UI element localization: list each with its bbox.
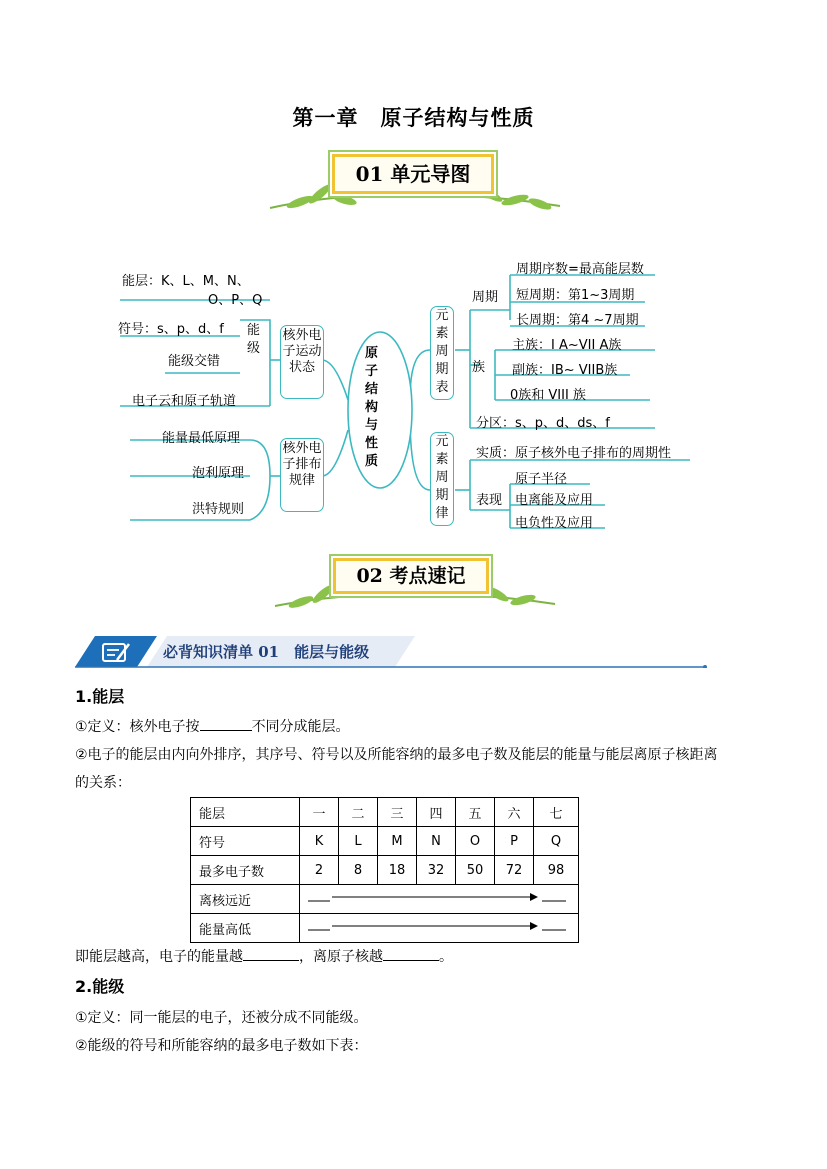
mm-center: 原子结构与性质 [365, 346, 379, 469]
mm-fenqu: 分区：s、p、d、ds、f [476, 416, 610, 431]
banner-keypoints [265, 556, 565, 620]
page-title: 第一章 原子结构与性质 [292, 105, 535, 130]
heading-nengji: 2.能级 [75, 977, 125, 996]
mm-biaoxian-item-2: 电负性及应用 [515, 516, 594, 531]
mm-biaoxian-item-0: 原子半径 [515, 472, 568, 487]
mm-zhouqi-item-2: 长周期：第4 ~7周期 [516, 313, 639, 328]
banner-mindmap [260, 150, 570, 222]
mm-box-arrangement: 核外电子排布规律 [280, 438, 324, 512]
mm-zu: 族 [472, 360, 486, 375]
distance-arrow [300, 885, 579, 914]
paragraph-definition: ①定义：核外电子按 不同分成能层。 [75, 719, 350, 735]
right-arrow-icon [304, 916, 574, 936]
mind-map [110, 250, 710, 530]
mm-box-motion-state: 核外电子运动状态 [280, 325, 324, 399]
table-row: 最多电子数 2 8 18 32 50 72 98 [191, 856, 579, 885]
mm-zhouqi: 周期 [472, 290, 499, 305]
mm-shizhi: 实质：原子核外电子排布的周期性 [476, 446, 672, 461]
mm-box-periodic-law: 元素周期律 [430, 432, 454, 526]
banner-keypoints-title: 02 考点速记 [333, 558, 489, 594]
table-row: 符号 K L M N O P Q [191, 827, 579, 856]
energy-arrow [300, 914, 579, 943]
mm-biaoxian-item-1: 电离能及应用 [515, 493, 594, 508]
section-title: 必背知识清单 01 能层与能级 [163, 643, 370, 661]
paragraph-nengji-definition: ①定义：同一能层的电子，还被分成不同能级。 [75, 1010, 368, 1026]
notebook-pen-icon [103, 644, 129, 662]
mm-yuanli2: 泡利原理 [192, 466, 245, 481]
mm-zu-item-1: 副族：IB~ VIIB族 [512, 363, 618, 378]
right-arrow-icon [304, 887, 574, 907]
mm-yuanli1: 能量最低原理 [162, 431, 241, 446]
mm-zhouqi-item-1: 短周期：第1~3周期 [516, 288, 635, 303]
mm-zu-item-2: 0族和 VIII 族 [510, 388, 586, 403]
mm-yuanli3: 洪特规则 [192, 502, 245, 517]
table-row: 能量高低 [191, 914, 579, 943]
mm-zu-item-0: 主族：I A~VII A族 [512, 338, 622, 353]
mm-zhouqi-item-0: 周期序数=最高能层数 [516, 262, 644, 277]
heading-nengceng: 1.能层 [75, 687, 125, 706]
paragraph-order: ②电子的能层由内向外排序，其序号、符号以及所能容纳的最多电子数及能层的能量与能层离原子核距离 [75, 747, 718, 763]
mm-energy-level: 能级 [247, 323, 261, 356]
paragraph-relation: 的关系： [75, 775, 131, 791]
blank-3 [383, 960, 439, 961]
paragraph-conclusion: 即能层越高，电子的能量越 ，离原子核越 。 [75, 949, 453, 965]
mm-nengceng-line1: 能层：K、L、M、N、 [122, 274, 250, 289]
energy-level-table [190, 797, 579, 943]
section-header [75, 634, 707, 668]
mm-nengceng-line2: O、P、Q [208, 293, 263, 308]
blank-1 [200, 730, 252, 731]
mm-fuhao: 符号：s、p、d、f [118, 322, 224, 337]
banner-mindmap-title: 01 单元导图 [332, 154, 494, 194]
mm-box-periodic-table: 元素周期表 [430, 306, 454, 400]
mm-dianziyun: 电子云和原子轨道 [132, 394, 237, 409]
blank-2 [243, 960, 299, 961]
mm-jiaocuo: 能级交错 [168, 354, 221, 369]
table-row: 能层 一 二 三 四 五 六 七 [191, 798, 579, 827]
paragraph-nengji-symbols: ②能级的符号和所能容纳的最多电子数如下表： [75, 1038, 368, 1054]
table-row: 离核远近 [191, 885, 579, 914]
mm-biaoxian: 表现 [476, 493, 503, 508]
